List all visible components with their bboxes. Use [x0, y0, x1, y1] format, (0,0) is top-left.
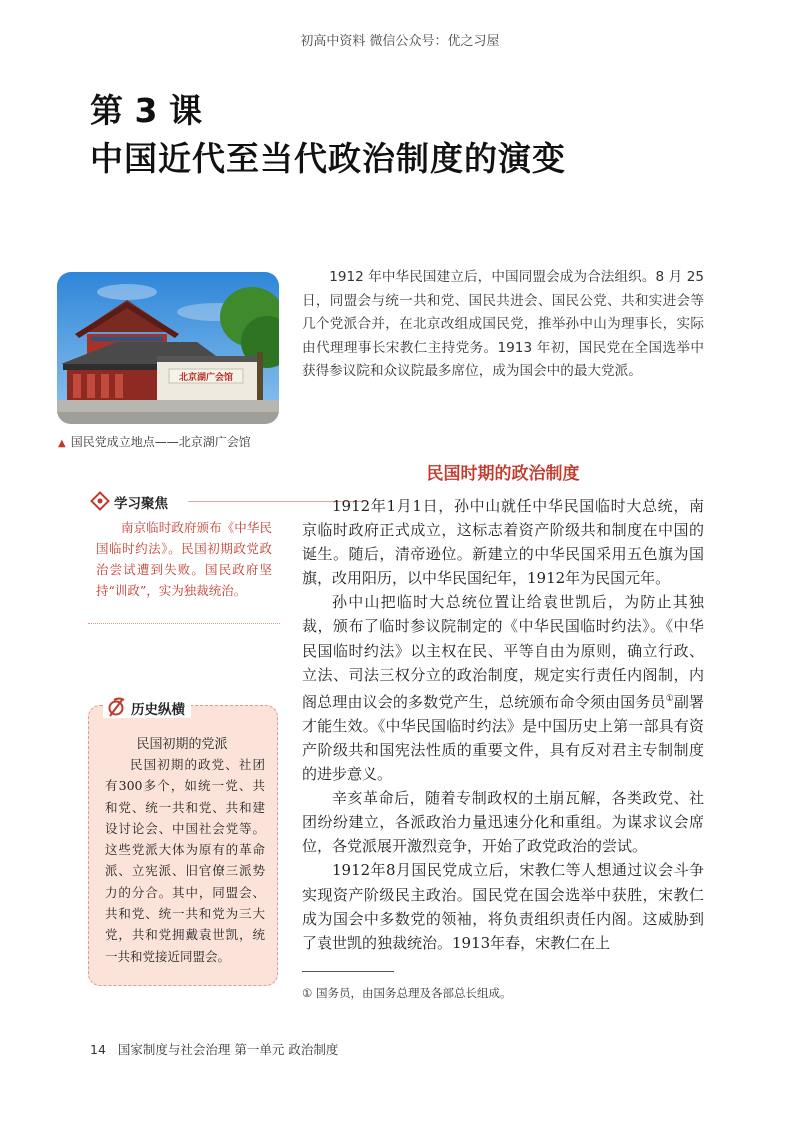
history-header [103, 696, 191, 718]
caption-triangle-icon: ▲ [58, 438, 66, 449]
history-title: 民国初期的党派 [136, 737, 228, 752]
footer-text: 国家制度与社会治理 第一单元 政治制度 [117, 1042, 339, 1057]
body-paragraph-2 [302, 590, 704, 786]
body-paragraph-3: 辛亥革命后，随着专制政权的土崩瓦解，各类政党、社团纷纷建立，各派政治力量迅速分化和重组。为谋求议会席位，各党派展开激烈竞争，开始了政党政治的尝试。 [302, 789, 704, 856]
focus-box [96, 517, 272, 601]
history-label: 历史纵横 [131, 702, 185, 718]
history-icon [105, 696, 127, 718]
focus-text: 南京临时政府颁布《中华民国临时约法》。民国初期政党政治尝试遭到失败。国民政府坚持“训政”，实为独裁统治。 [96, 520, 272, 598]
history-text-block [105, 754, 265, 967]
huguang-guildhall-photo [57, 272, 279, 424]
footnote-marker: ① [665, 693, 674, 704]
focus-header [88, 491, 280, 511]
focus-icon [90, 491, 110, 511]
lesson-title: 中国近代至当代政治制度的演变 [90, 139, 566, 178]
photo-caption [58, 433, 251, 450]
header-note: 初高中资料 微信公众号：优之习屋 [300, 34, 500, 49]
photo-sign: 北京湖广会馆 [178, 373, 234, 383]
body-paragraph-4: 1912年8月国民党成立后，宋教仁等人想通过议会斗争实现资产阶级民主政治。国民党在国会选举中获胜，宋教仁成为国会中多数党的领袖，将负责组织责任内阁。这威胁到了袁世凯的独裁统治。1913年春，宋教仁在上 [302, 861, 704, 952]
focus-bottom-rule [88, 623, 280, 624]
page-number: 14 [90, 1042, 106, 1057]
focus-label: 学习聚焦 [114, 496, 168, 512]
body-paragraph-1: 1912年1月1日，孙中山就任中华民国临时大总统，南京临时政府正式成立，这标志着资产阶级共和制度在中国的诞生。随后，清帝逊位。新建立的中华民国采用五色旗为国旗，改用阳历，以中华民国纪年，1912年为民国元年。 [302, 497, 704, 588]
footnote-rule [302, 971, 394, 972]
page-footer [90, 1040, 338, 1058]
body-paragraph-2-part-b: 副署才能生效。《中华民国临时约法》是中国历史上第一部具有资产阶级共和国宪法性质的重要文件，具有反对君主专制制度的进步意义。 [302, 692, 704, 784]
photo-illustration [57, 272, 279, 424]
section-title: 民国时期的政治制度 [426, 464, 580, 484]
intro-text: 1912 年中华民国建立后，中国同盟会成为合法组织。8 月 25 日，同盟会与统一共和党、国民共进会、国民公党、共和实进会等几个党派合并，在北京改组成国民党，推举孙中山为理事长，实际由代理理事长宋教仁主持党务。1913 年初，国民党在全国选举中获得参议院和众议院最多席位，成为国会中的最大党派。 [302, 269, 704, 379]
footnote: ① 国务员，由国务总理及各部总长组成。 [302, 986, 512, 1000]
lesson-number: 第 3 课 [90, 91, 202, 130]
caption-text: 国民党成立地点——北京湖广会馆 [70, 435, 251, 449]
main-body [302, 494, 704, 955]
intro-paragraph [302, 266, 704, 384]
history-text: 民国初期的政党、社团有300多个，如统一党、共和党、统一共和党、共和建设讨论会、中国社会党等。这些党派大体为原有的革命派、立宪派、旧官僚三派势力的分合。其中，同盟会、共和党、统一共和党为三大党，共和党拥戴袁世凯，统一共和党接近同盟会。 [105, 757, 265, 964]
body-paragraph-2-part-a: 孙中山把临时大总统位置让给袁世凯后，为防止其独裁，颁布了临时参议院制定的《中华民国临时约法》。《中华民国临时约法》以主权在民、平等自由为原则，确立行政、立法、司法三权分立的政治制度，规定实行责任内阁制，内阁总理由议会的多数党产生，总统颁布命令须由国务员 [302, 593, 704, 711]
